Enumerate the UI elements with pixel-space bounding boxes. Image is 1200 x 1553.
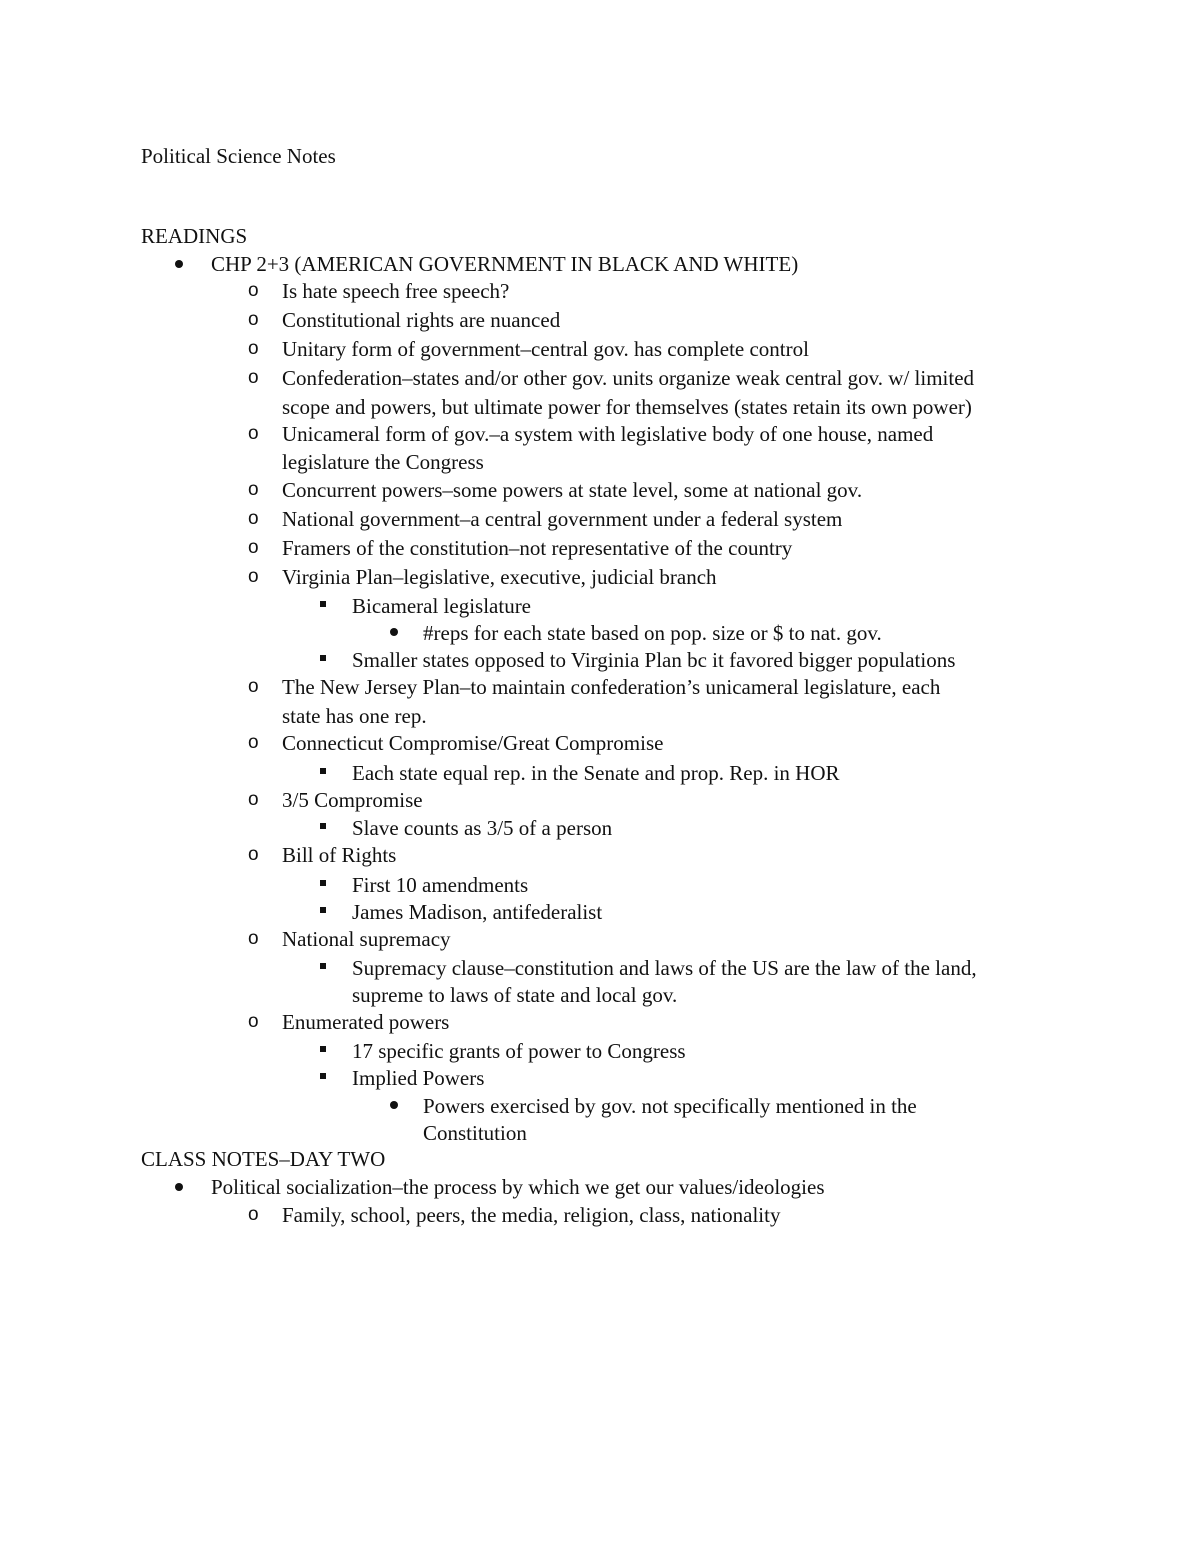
list-item: James Madison, antifederalist	[352, 900, 603, 924]
circle-bullet-icon: o	[248, 280, 259, 301]
list-item: Connecticut Compromise/Great Compromise	[282, 731, 664, 755]
list-item: Bill of Rights	[282, 843, 397, 867]
bullet-icon	[390, 1101, 398, 1109]
square-bullet-icon	[320, 880, 326, 886]
list-item: Confederation–states and/or other gov. units organize weak central gov. w/ limited	[282, 366, 975, 390]
circle-bullet-icon: o	[248, 566, 259, 587]
circle-bullet-icon: o	[248, 789, 259, 810]
list-item-continuation: scope and powers, but ultimate power for themselves (states retain its own power)	[282, 395, 972, 419]
circle-bullet-icon: o	[248, 537, 259, 558]
list-item: Is hate speech free speech?	[282, 279, 510, 303]
square-bullet-icon	[320, 601, 326, 607]
bullet-icon	[390, 628, 398, 636]
list-item: Enumerated powers	[282, 1010, 450, 1034]
circle-bullet-icon: o	[248, 338, 259, 359]
list-item: Supremacy clause–constitution and laws of the US are the law of the land,	[352, 956, 977, 980]
list-item: Slave counts as 3/5 of a person	[352, 816, 613, 840]
list-item: Powers exercised by gov. not specifically mentioned in the	[423, 1094, 917, 1118]
circle-bullet-icon: o	[248, 928, 259, 949]
circle-bullet-icon: o	[248, 423, 259, 444]
list-item-continuation: Constitution	[423, 1121, 527, 1145]
section-heading-class-notes: CLASS NOTES–DAY TWO	[141, 1147, 386, 1171]
list-item: Family, school, peers, the media, religion, class, nationality	[282, 1203, 781, 1227]
list-item: Concurrent powers–some powers at state level, some at national gov.	[282, 478, 863, 502]
square-bullet-icon	[320, 655, 326, 661]
circle-bullet-icon: o	[248, 508, 259, 529]
list-item: CHP 2+3 (AMERICAN GOVERNMENT IN BLACK AND WHITE)	[211, 252, 799, 276]
list-item: Bicameral legislature	[352, 594, 532, 618]
list-item-continuation: supreme to laws of state and local gov.	[352, 983, 678, 1007]
circle-bullet-icon: o	[248, 367, 259, 388]
list-item: First 10 amendments	[352, 873, 529, 897]
list-item: National supremacy	[282, 927, 451, 951]
square-bullet-icon	[320, 907, 326, 913]
square-bullet-icon	[320, 1046, 326, 1052]
list-item: Unicameral form of gov.–a system with legislative body of one house, named	[282, 422, 934, 446]
bullet-icon	[175, 1183, 183, 1191]
circle-bullet-icon: o	[248, 844, 259, 865]
list-item: The New Jersey Plan–to maintain confederation’s unicameral legislature, each	[282, 675, 941, 699]
list-item: 3/5 Compromise	[282, 788, 423, 812]
page-title: Political Science Notes	[141, 144, 336, 168]
square-bullet-icon	[320, 963, 326, 969]
list-item: Smaller states opposed to Virginia Plan bc it favored bigger populations	[352, 648, 956, 672]
circle-bullet-icon: o	[248, 479, 259, 500]
list-item: Each state equal rep. in the Senate and prop. Rep. in HOR	[352, 761, 840, 785]
circle-bullet-icon: o	[248, 676, 259, 697]
list-item: 17 specific grants of power to Congress	[352, 1039, 686, 1063]
list-item: Unitary form of government–central gov. has complete control	[282, 337, 809, 361]
list-item-continuation: state has one rep.	[282, 704, 427, 728]
circle-bullet-icon: o	[248, 732, 259, 753]
list-item: #reps for each state based on pop. size or $ to nat. gov.	[423, 621, 882, 645]
list-item: Framers of the constitution–not representative of the country	[282, 536, 793, 560]
list-item: Political socialization–the process by which we get our values/ideologies	[211, 1175, 825, 1199]
circle-bullet-icon: o	[248, 1011, 259, 1032]
square-bullet-icon	[320, 823, 326, 829]
square-bullet-icon	[320, 768, 326, 774]
circle-bullet-icon: o	[248, 309, 259, 330]
list-item: Constitutional rights are nuanced	[282, 308, 561, 332]
list-item-continuation: legislature the Congress	[282, 450, 484, 474]
circle-bullet-icon: o	[248, 1204, 259, 1225]
list-item: Implied Powers	[352, 1066, 485, 1090]
section-heading-readings: READINGS	[141, 224, 248, 248]
list-item: National government–a central government under a federal system	[282, 507, 843, 531]
bullet-icon	[175, 260, 183, 268]
list-item: Virginia Plan–legislative, executive, judicial branch	[282, 565, 717, 589]
square-bullet-icon	[320, 1073, 326, 1079]
